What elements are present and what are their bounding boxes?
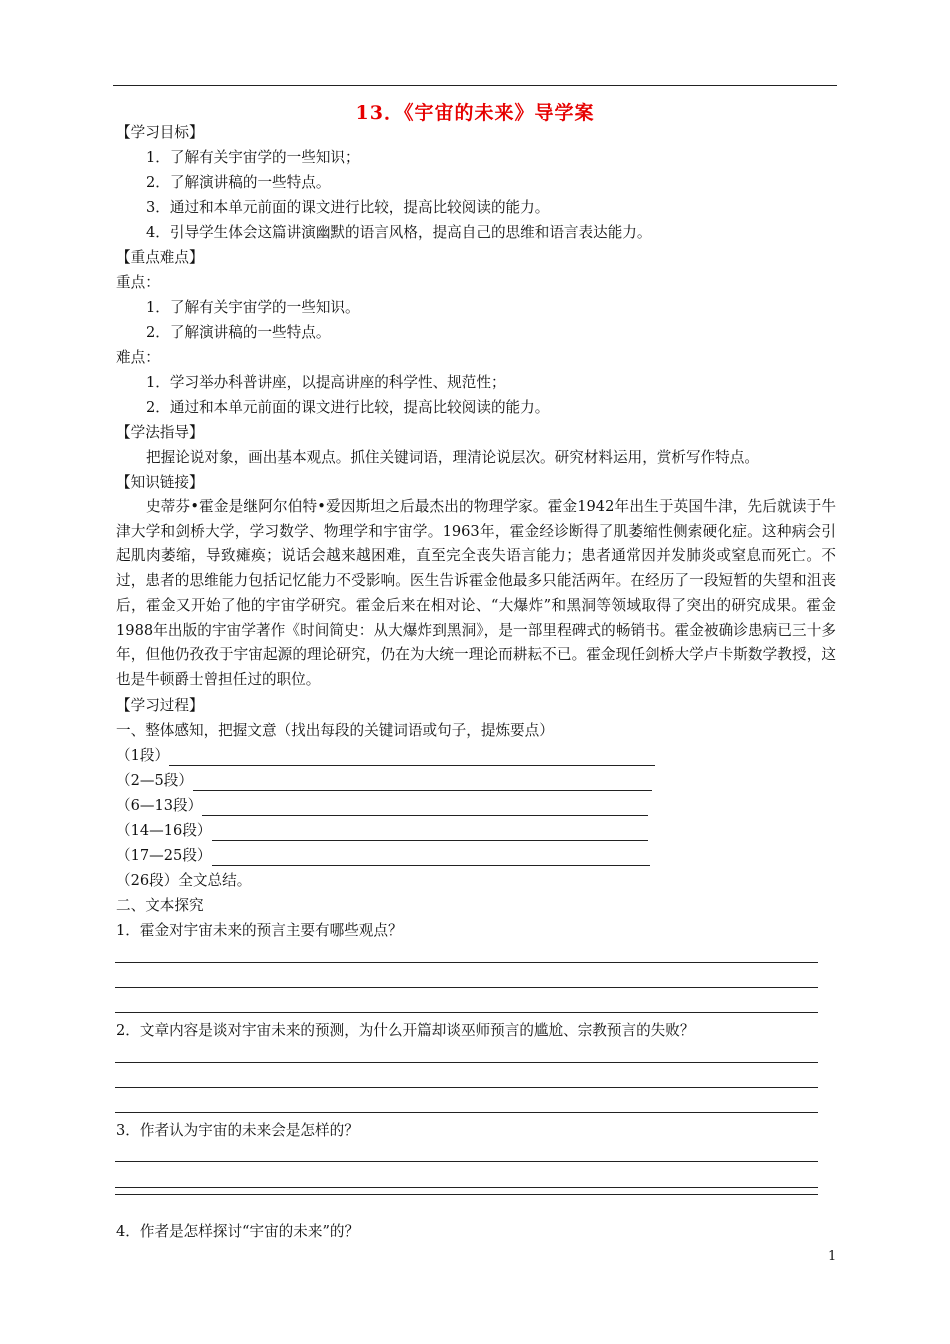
segment-label: （17—25段） [116,847,212,864]
segment-label: （1段） [116,747,170,764]
part2-heading: 二、文本探究 [116,897,204,914]
part1-heading: 一、整体感知，把握文意（找出每段的关键词语或句子，提炼要点） [116,722,554,739]
answer-line[interactable] [115,987,818,988]
answer-line[interactable] [115,962,818,963]
goal-item: 1．了解有关宇宙学的一些知识； [146,149,360,166]
answer-line[interactable] [115,1194,818,1195]
segment-fill [116,746,655,766]
question-1: 1．霍金对宇宙未来的预言主要有哪些观点？ [116,922,403,939]
key-item: 2．了解演讲稿的一些特点。 [146,324,331,341]
answer-line[interactable] [115,1187,818,1188]
answer-blank[interactable] [193,774,652,791]
answer-line[interactable] [115,1012,818,1013]
summary-line: （26段）全文总结。 [116,872,252,889]
segment-fill [116,846,650,866]
answer-line[interactable] [115,1161,818,1162]
goals-heading: 【学习目标】 [116,124,204,141]
segment-label: （6—13段） [116,797,203,814]
knowledge-heading: 【知识链接】 [116,474,204,491]
answer-blank[interactable] [212,824,648,841]
segment-fill [116,821,648,841]
hard-label: 难点： [116,349,160,366]
knowledge-paragraph: 史蒂芬•霍金是继阿尔伯特•爱因斯坦之后最杰出的物理学家。霍金1942年出生于英国牛津，先后就读于牛津大学和剑桥大学，学习数学、物理学和宇宙学。1963年，霍金经诊断得了肌萎缩性侧索硬化症。这种病会引起肌肉萎缩，导致瘫痪；说话会越来越困难，直至完全丧失语言能力；患者通常因并发肺炎或窒息而死亡。不过，患者的思维能力包括记忆能力不受影响。医生告诉霍金他最多只能活两年。在经历了一段短暂的失望和沮丧后，霍金又开始了他的宇宙学研究。霍金后来在相对论、“大爆炸”和黑洞等领域取得了突出的研究成果。霍金1988年出版的宇宙学著作《时间简史：从大爆炸到黑洞》，是一部里程碑式的畅销书。霍金被确诊患病已三十多年，但他仍孜孜于宇宙起源的理论研究，仍在为大统一理论而耕耘不已。霍金现任剑桥大学卢卡斯数学教授，这也是牛顿爵士曾担任过的职位。 [116,498,836,688]
goal-item: 3．通过和本单元前面的课文进行比较，提高比较阅读的能力。 [146,199,550,216]
answer-line[interactable] [115,1062,818,1063]
page-title: 13．《宇宙的未来》导学案 [355,102,595,124]
question-4: 4．作者是怎样探讨“宇宙的未来”的？ [116,1223,360,1240]
key-item: 1．了解有关宇宙学的一些知识。 [146,299,360,316]
answer-blank[interactable] [212,849,650,866]
segment-fill [116,796,648,816]
header-rule [113,85,837,86]
question-2: 2．文章内容是谈对宇宙未来的预测，为什么开篇却谈巫师预言的尴尬、宗教预言的失败？ [116,1022,695,1039]
segment-label: （14—16段） [116,822,212,839]
question-3: 3．作者认为宇宙的未来会是怎样的？ [116,1122,359,1139]
method-text: 把握论说对象，画出基本观点。抓住关键词语，理清论说层次。研究材料运用，赏析写作特点。 [146,449,759,466]
process-heading: 【学习过程】 [116,697,204,714]
segment-fill [116,771,652,791]
page-number: 1 [828,1249,837,1264]
method-heading: 【学法指导】 [116,424,204,441]
answer-line[interactable] [115,1112,818,1113]
answer-line[interactable] [115,1087,818,1088]
answer-blank[interactable] [202,799,648,816]
hard-item: 2．通过和本单元前面的课文进行比较，提高比较阅读的能力。 [146,399,550,416]
goal-item: 2．了解演讲稿的一些特点。 [146,174,331,191]
answer-blank[interactable] [169,749,655,766]
keypoints-heading: 【重点难点】 [116,249,204,266]
segment-label: （2—5段） [116,772,193,789]
hard-item: 1．学习举办科普讲座，以提高讲座的科学性、规范性； [146,374,506,391]
goal-item: 4．引导学生体会这篇讲演幽默的语言风格，提高自己的思维和语言表达能力。 [146,224,652,241]
key-label: 重点： [116,274,160,291]
